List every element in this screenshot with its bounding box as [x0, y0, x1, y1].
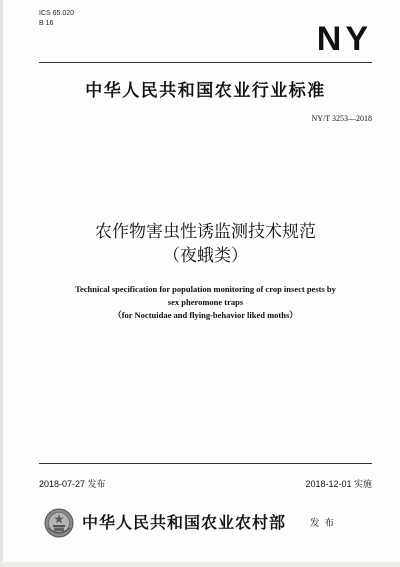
- scan-edge-bottom: [0, 562, 400, 567]
- issue-label: 发 布: [310, 518, 336, 529]
- emblem-graphic: [44, 508, 74, 538]
- ics-code: ICS 65.020: [39, 10, 75, 17]
- english-title-line-3: （for Noctuidae and flying-behavior liked moths）: [113, 310, 298, 320]
- standard-type-title: 中华人民共和国农业行业标准: [85, 81, 326, 101]
- english-title-line-1: Technical specification for population monitoring of crop insect pests by: [75, 284, 336, 294]
- chinese-title: 农作物害虫性诱监测技术规范: [95, 222, 316, 242]
- issuing-authority: 中华人民共和国农业农村部: [82, 513, 287, 532]
- chinese-subtitle: （夜蛾类）: [163, 246, 248, 266]
- issue-date: 2018-07-27 发布: [39, 479, 106, 489]
- implementation-date: 2018-12-01 实施: [305, 479, 372, 489]
- header-rule: [39, 62, 372, 63]
- standard-mark: NY: [316, 20, 372, 58]
- standard-number: NY/T 3253—2018: [311, 114, 372, 123]
- footer-rule: [39, 463, 372, 464]
- scan-edge-left: [0, 0, 3, 567]
- english-title-line-2: sex pheromone traps: [167, 297, 244, 307]
- national-emblem-icon: [44, 508, 74, 538]
- classification-code: B 16: [39, 20, 54, 27]
